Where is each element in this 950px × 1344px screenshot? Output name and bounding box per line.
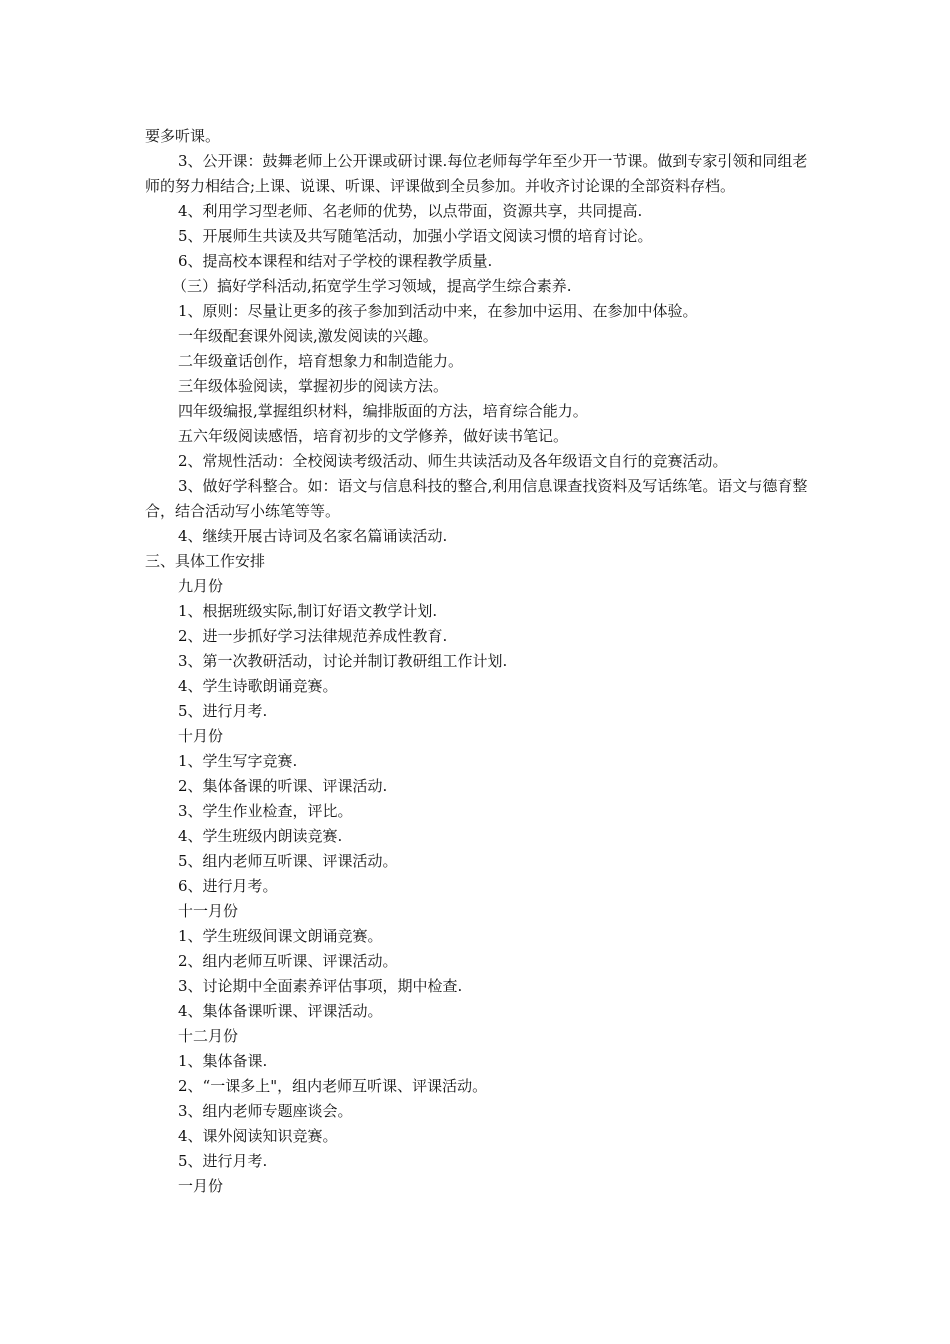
list-item: 1、学生写字竞赛. bbox=[178, 752, 298, 770]
month-heading-october: 十月份 bbox=[178, 727, 224, 745]
paragraph-4: 5、开展师生共读及共写随笔活动，加强小学语文阅读习惯的培育讨论。 bbox=[178, 227, 653, 245]
list-item: 6、进行月考。 bbox=[178, 877, 278, 895]
section-heading-schedule: 三、具体工作安排 bbox=[145, 552, 266, 570]
month-heading-november: 十一月份 bbox=[178, 902, 239, 920]
list-item: 5、进行月考. bbox=[178, 702, 268, 720]
month-heading-december: 十二月份 bbox=[178, 1027, 239, 1045]
month-heading-january: 一月份 bbox=[178, 1177, 224, 1195]
section-heading-3: （三）搞好学科活动,拓宽学生学习领域，提高学生综合素养. bbox=[172, 277, 572, 295]
paragraph-5: 6、提高校本课程和结对子学校的课程教学质量. bbox=[178, 252, 493, 270]
month-heading-september: 九月份 bbox=[178, 577, 224, 595]
paragraph-12: 五六年级阅读感悟，培育初步的文学修养，做好读书笔记。 bbox=[178, 427, 569, 445]
paragraph-8: 一年级配套课外阅读,激发阅读的兴趣。 bbox=[178, 327, 438, 345]
list-item: 1、根据班级实际,制订好语文教学计划. bbox=[178, 602, 438, 620]
list-item: 3、组内老师专题座谈会。 bbox=[178, 1102, 353, 1120]
paragraph-3: 4、利用学习型老师、名老师的优势，以点带面，资源共享，共同提高. bbox=[178, 202, 643, 220]
list-item: 5、组内老师互听课、评课活动。 bbox=[178, 852, 398, 870]
list-item: 3、学生作业检查，评比。 bbox=[178, 802, 353, 820]
list-item: 2、组内老师互听课、评课活动。 bbox=[178, 952, 398, 970]
list-item: 1、学生班级间课文朗诵竞赛。 bbox=[178, 927, 383, 945]
list-item: 3、讨论期中全面素养评估事项，期中检查. bbox=[178, 977, 463, 995]
paragraph-7: 1、原则：尽量让更多的孩子参加到活动中来，在参加中运用、在参加中体验。 bbox=[178, 302, 698, 320]
list-item: 2、进一步抓好学习法律规范养成性教育. bbox=[178, 627, 448, 645]
list-item: 4、课外阅读知识竞赛。 bbox=[178, 1127, 338, 1145]
paragraph-11: 四年级编报,掌握组织材料，编排版面的方法，培育综合能力。 bbox=[178, 402, 588, 420]
list-item: 2、集体备课的听课、评课活动. bbox=[178, 777, 388, 795]
list-item: 3、第一次教研活动，讨论并制订教研组工作计划. bbox=[178, 652, 508, 670]
list-item: 1、集体备课. bbox=[178, 1052, 268, 1070]
list-item: 4、学生班级内朗读竞赛. bbox=[178, 827, 343, 845]
list-item: 4、集体备课听课、评课活动。 bbox=[178, 1002, 383, 1020]
list-item: 5、进行月考. bbox=[178, 1152, 268, 1170]
paragraph-2: 3、公开课：鼓舞老师上公开课或研讨课.每位老师每学年至少开一节课。做到专家引领和同组老师的努力相结合;上课、说课、听课、评课做到全员参加。并收齐讨论课的全部资料存档。 bbox=[145, 152, 808, 195]
paragraph-1: 要多听课。 bbox=[145, 127, 221, 145]
paragraph-9: 二年级童话创作，培育想象力和制造能力。 bbox=[178, 352, 464, 370]
list-item: 4、学生诗歌朗诵竞赛。 bbox=[178, 677, 338, 695]
paragraph-14: 3、做好学科整合。如：语文与信息科技的整合,利用信息课查找资料及写话练笔。语文与德育整合，结合活动写小练笔等等。 bbox=[145, 477, 808, 520]
paragraph-13: 2、常规性活动：全校阅读考级活动、师生共读活动及各年级语文自行的竞赛活动。 bbox=[178, 452, 728, 470]
paragraph-15: 4、继续开展古诗词及名家名篇诵读活动. bbox=[178, 527, 448, 545]
list-item: 2、“一课多上"，组内老师互听课、评课活动。 bbox=[178, 1077, 488, 1095]
paragraph-10: 三年级体验阅读，掌握初步的阅读方法。 bbox=[178, 377, 449, 395]
document-body bbox=[145, 124, 810, 1199]
